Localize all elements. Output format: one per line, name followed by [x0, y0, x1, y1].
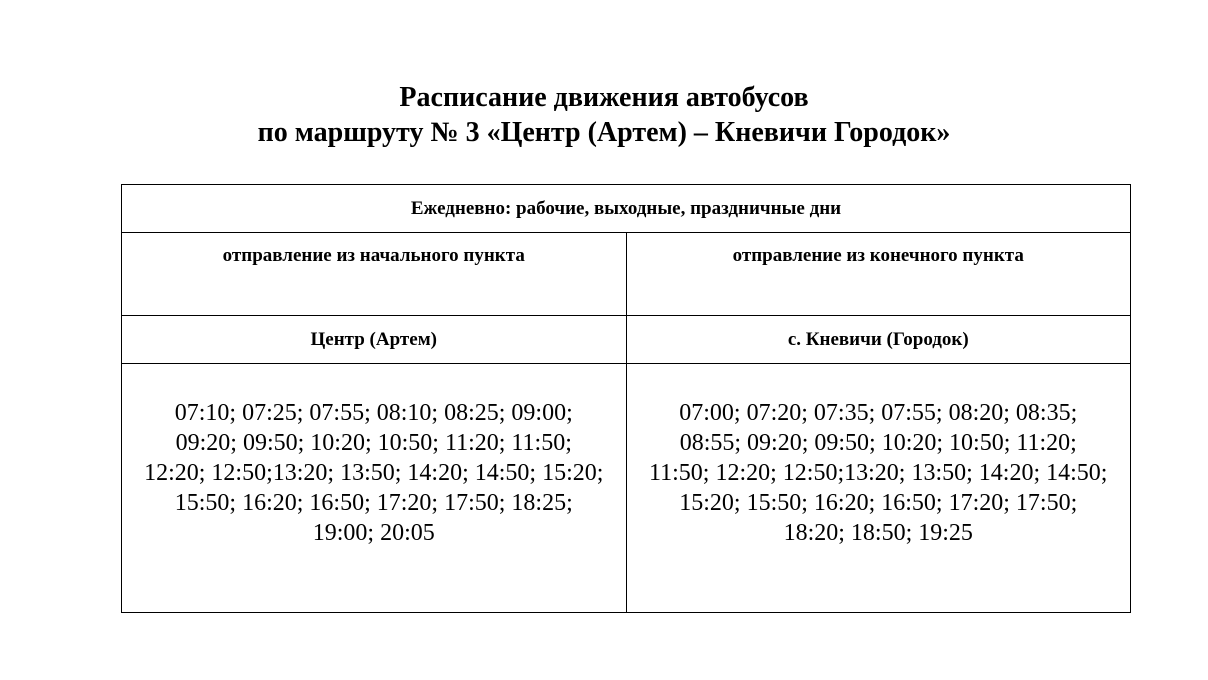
schedule-table: [121, 184, 1131, 613]
departure-times-end: 07:00; 07:20; 07:35; 07:55; 08:20; 08:35; 08:55; 09:20; 09:50; 10:20; 10:50; 11:20; 11:50; 12:20; 12:50;13:20; 13:50; 14:20; 14:50; 15:20; 15:50; 16:20; 16:50; 17:20; 17:50; 18:20; 18:50; 19:25: [649, 400, 1108, 546]
times-start-cell: [122, 364, 627, 613]
schedule-days-header: Ежедневно: рабочие, выходные, праздничные дни: [122, 185, 1131, 233]
direction-row: [122, 233, 1131, 316]
stop-row: [122, 316, 1131, 364]
stop-end-name: с. Кневичи (Городок): [626, 316, 1131, 364]
direction-end-label: отправление из конечного пункта: [626, 233, 1131, 316]
page-subtitle: по маршруту № 3 «Центр (Артем) – Кневичи Городок»: [257, 117, 951, 148]
stop-start-name: Центр (Артем): [122, 316, 627, 364]
times-end-cell: [626, 364, 1131, 613]
times-row: [122, 364, 1131, 613]
page-title: Расписание движения автобусов: [399, 82, 809, 113]
table-header-row: [122, 185, 1131, 233]
departure-times-start: 07:10; 07:25; 07:55; 08:10; 08:25; 09:00; 09:20; 09:50; 10:20; 10:50; 11:20; 11:50; 12:20; 12:50;13:20; 13:50; 14:20; 14:50; 15:20; 15:50; 16:20; 16:50; 17:20; 17:50; 18:25; 19:00; 20:05: [144, 400, 604, 546]
direction-start-label: отправление из начального пункта: [122, 233, 627, 316]
